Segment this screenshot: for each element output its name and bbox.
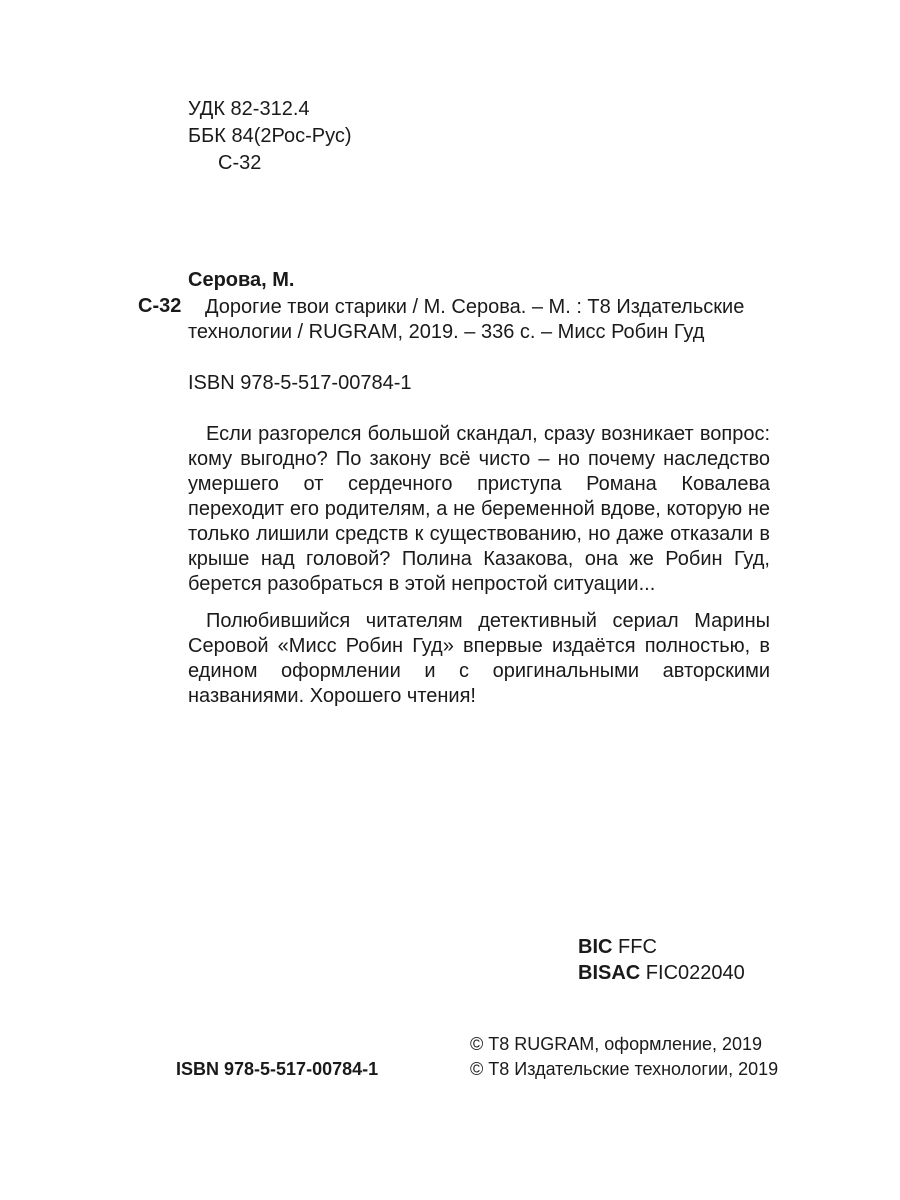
copyright-publisher: © Т8 Издательские технологии, 2019 [470, 1059, 779, 1079]
author-mark: С-32 [218, 152, 262, 174]
record-author: Серова, М. [188, 269, 295, 291]
udk-code: УДК 82-312.4 [188, 98, 310, 120]
record-description-line2: технологии / RUGRAM, 2019. – 336 с. – Мисс Робин Гуд [188, 321, 705, 343]
bic-code [578, 935, 657, 959]
bisac-label: BISAC [578, 962, 641, 984]
bisac-value: FIC022040 [645, 962, 745, 984]
annotation-paragraph-2: Полюбившийся читателям детективный сериал Марины Серовой «Мисс Робин Гуд» впервые издаётся полностью, в едином оформлении и с оригинальными авторскими названиями. Хорошего чтения! [188, 610, 770, 707]
annotation-paragraph-1: Если разгорелся большой скандал, сразу возникает вопрос: кому выгодно? По закону всё чисто – но почему наследство умершего от сердечного приступа Романа Ковалева переходит его родителям, а не беременной вдове, которую не только лишили средств к существованию, но даже отказали в крыше над головой? Полина Казакова, она же Робин Гуд, берется разобраться в этой непростой ситуации... [188, 423, 770, 595]
record-mark: С-32 [138, 295, 182, 317]
record-isbn: ISBN 978-5-517-00784-1 [188, 372, 412, 394]
record-description-line1: Дорогие твои старики / М. Серова. – М. : Т8 Издательские [205, 296, 745, 318]
annotation [188, 422, 770, 721]
bisac-code [578, 961, 745, 985]
bic-label: BIC [578, 936, 613, 958]
footer-isbn: ISBN 978-5-517-00784-1 [176, 1059, 379, 1079]
copyright-design: © Т8 RUGRAM, оформление, 2019 [470, 1034, 763, 1054]
bbk-code: ББК 84(2Рос-Рус) [188, 125, 352, 147]
bic-value: FFC [618, 936, 657, 958]
